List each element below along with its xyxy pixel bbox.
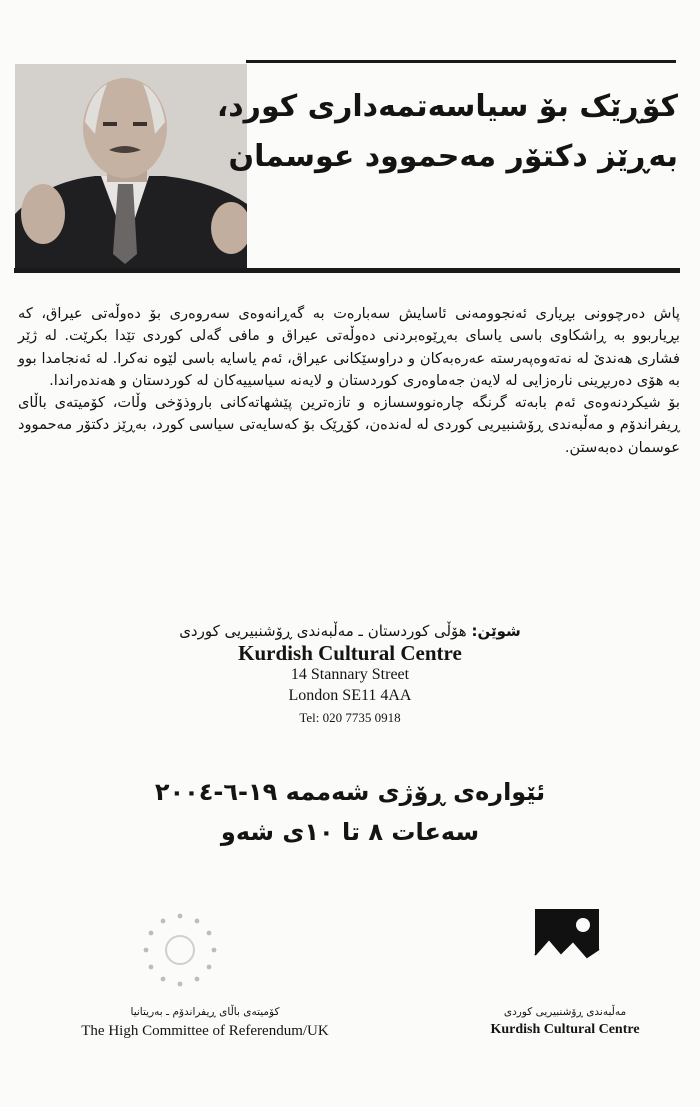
venue-block [120, 620, 580, 730]
organizer-kurdish-cultural-centre [440, 1003, 690, 1039]
venue-name: Kurdish Cultural Centre [238, 641, 462, 665]
header-bottom-rule [14, 268, 680, 273]
venue-kurdish-line [120, 620, 580, 642]
organizer-right-english: Kurdish Cultural Centre [490, 1022, 640, 1037]
venue-label: شوێن: [471, 622, 521, 640]
kurdish-cultural-centre-logo [531, 905, 603, 977]
event-date: ئێوارەی ڕۆژی شەممە ١٩-٦-٢٠٠٤ [154, 778, 546, 806]
organizer-referendum-committee [20, 1003, 390, 1041]
headline [216, 82, 678, 182]
announcement-paragraph-1: پاش دەرچوونی بڕیاری ئەنجوومەنی ئاسایش سەبارەت بە گەڕانەوەی سەروەری بۆ دەوڵەتی عیراق، کە بڕیاربوو بە ڕاشکاوی باسی یاسای بەڕێوەبردنی دەوڵەتی عیراق و مافی گەلی کوردی تێدا بکرێت. لە ژێر فشاری هەندێ لە نەتەوەپەرستە عەرەبەکان و دراوسێکانی عیراق، ئەم یاسایە باسی لێوە نەکرا. لە ئەنجامدا بوو بە هۆی دەربڕینی نارەزایی لە لایەن جەماوەری کوردستان و لایەنە سیاسییەکان لە کوردستان و هەندەراندا. [18, 305, 680, 389]
headline-line-1: کۆڕێک بۆ سیاسەتمەداری کورد، [216, 89, 678, 124]
venue-kurdish-name: هۆڵی کوردستان ـ مەڵبەندی ڕۆشنبیریی کوردی [179, 622, 467, 640]
headline-line-2: بەڕێز دکتۆر مەحموود عوسمان [228, 139, 678, 174]
event-time: سەعات ٨ تا ١٠ی شەو [220, 818, 480, 846]
organizer-right-kurdish: مەڵبەندی ڕۆشنبیریی کوردی [503, 1006, 627, 1018]
announcement-body [18, 303, 680, 459]
header-top-rule [246, 60, 676, 63]
venue-street: 14 Stannary Street [290, 666, 410, 683]
star-circle-icon [140, 910, 220, 990]
speaker-photo [15, 64, 247, 270]
referendum-committee-emblem [140, 910, 220, 990]
announcement-paragraph-2: بۆ شیکردنەوەی ئەم بابەتە گرنگە چارەنووسسازە و تازەترین پێشهاتەکانی باروذۆخی وڵات، کۆمیتەی باڵای ڕیفراندۆم و مەڵبەندی ڕۆشنبیریی کوردی لە لەندەن، کۆڕێک بۆ کەسایەتی سیاسی کورد، بەڕێز دکتۆر مەحموود عوسمان دەبەستن. [18, 394, 680, 456]
event-datetime [120, 772, 580, 852]
venue-city: London SE11 4AA [288, 687, 412, 704]
venue-telephone: Tel: 020 7735 0918 [299, 710, 401, 725]
organizer-left-english: The High Committee of Referendum/UK [81, 1023, 329, 1039]
speaker-photo-illustration [15, 64, 247, 270]
organizer-left-kurdish: کۆمیتەی باڵای ڕیفراندۆم ـ بەریتانیا [130, 1006, 280, 1018]
mountain-sun-icon [531, 905, 603, 977]
